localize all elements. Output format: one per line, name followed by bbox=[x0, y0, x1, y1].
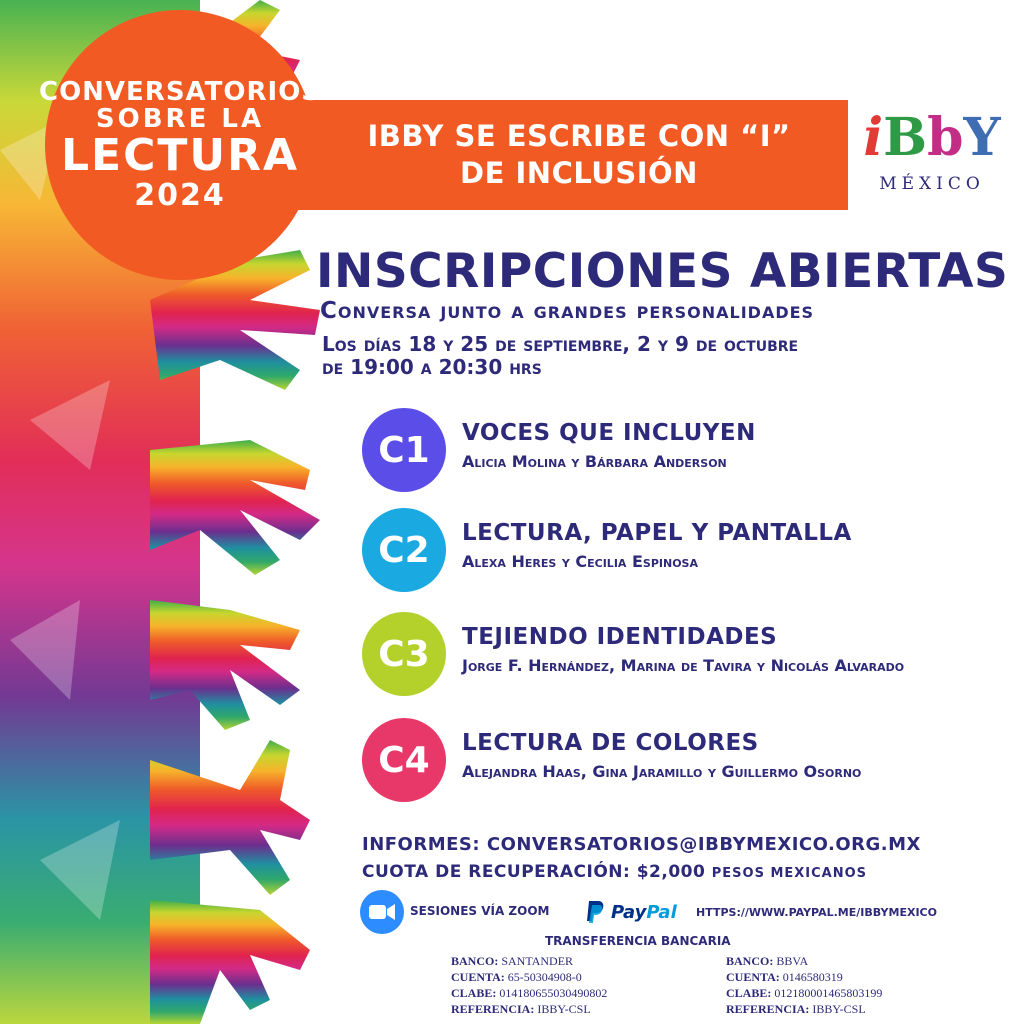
inclusion-banner bbox=[250, 100, 848, 210]
zoom-sessions-text: SESIONES VÍA ZOOM bbox=[410, 904, 550, 918]
session-badge: C1 bbox=[362, 408, 446, 492]
subheadline: Conversa junto a grandes personalidades bbox=[320, 298, 815, 324]
session-title: VOCES QUE INCLUYEN bbox=[462, 420, 756, 446]
dates-line-1: Los días 18 y 25 de septiembre, 2 y 9 de octubre bbox=[322, 332, 799, 356]
transfer-title: TRANSFERENCIA BANCARIA bbox=[545, 934, 731, 948]
circle-line-2: SOBRE LA bbox=[95, 104, 265, 135]
session-title: LECTURA DE COLORES bbox=[462, 730, 759, 756]
session-badge: C4 bbox=[362, 718, 446, 802]
informes-email[interactable]: INFORMES: CONVERSATORIOS@IBBYMEXICO.ORG.MX bbox=[362, 834, 921, 855]
zoom-camera-icon bbox=[360, 890, 404, 934]
session-item bbox=[362, 612, 1012, 702]
banner-line-1: IBBY SE ESCRIBE CON “I” bbox=[367, 118, 791, 153]
ibby-mexico-logo: iBbY MÉXICO bbox=[852, 112, 1012, 207]
session-speakers: Alicia Molina y Bárbara Anderson bbox=[462, 452, 727, 471]
event-title-circle bbox=[38, 10, 322, 280]
session-item bbox=[362, 508, 1012, 598]
bank-details-bbva: BANCO: BBVA CUENTA: 0146580319 CLABE: 012180001465803199 REFERENCIA: IBBY-CSL bbox=[726, 954, 883, 1016]
session-badge: C3 bbox=[362, 612, 446, 696]
cuota-recuperacion: CUOTA DE RECUPERACIÓN: $2,000 PESOS MEXICANOS bbox=[362, 862, 868, 882]
session-item bbox=[362, 718, 1012, 808]
session-title: LECTURA, PAPEL Y PANTALLA bbox=[462, 520, 852, 546]
session-item bbox=[362, 408, 1012, 498]
paypal-logo-icon: PayPal bbox=[585, 900, 677, 924]
session-speakers: Alejandra Haas, Gina Jaramillo y Guillermo Osorno bbox=[462, 762, 862, 781]
session-speakers: Jorge F. Hernández, Marina de Tavira y Nicolás Alvarado bbox=[462, 656, 905, 675]
dates-line-2: de 19:00 a 20:30 hrs bbox=[322, 355, 542, 379]
paypal-link[interactable]: HTTPS://WWW.PAYPAL.ME/IBBYMEXICO bbox=[696, 906, 937, 919]
session-title: TEJIENDO IDENTIDADES bbox=[462, 624, 778, 650]
session-speakers: Alexa Heres y Cecilia Espinosa bbox=[462, 552, 698, 571]
circle-line-3: LECTURA bbox=[60, 130, 300, 182]
page-headline: INSCRIPCIONES ABIERTAS bbox=[316, 244, 1009, 299]
bank-details-santander: BANCO: SANTANDER CUENTA: 65-50304908-0 CLABE: 014180655030490802 REFERENCIA: IBBY-CSL bbox=[451, 954, 608, 1016]
banner-line-2: DE INCLUSIÓN bbox=[460, 156, 698, 190]
circle-line-1: CONVERSATORIOS bbox=[38, 76, 322, 107]
logo-subtitle: MÉXICO bbox=[879, 174, 985, 194]
session-badge: C2 bbox=[362, 508, 446, 592]
circle-line-4: 2024 bbox=[134, 177, 226, 213]
event-dates bbox=[322, 333, 798, 379]
